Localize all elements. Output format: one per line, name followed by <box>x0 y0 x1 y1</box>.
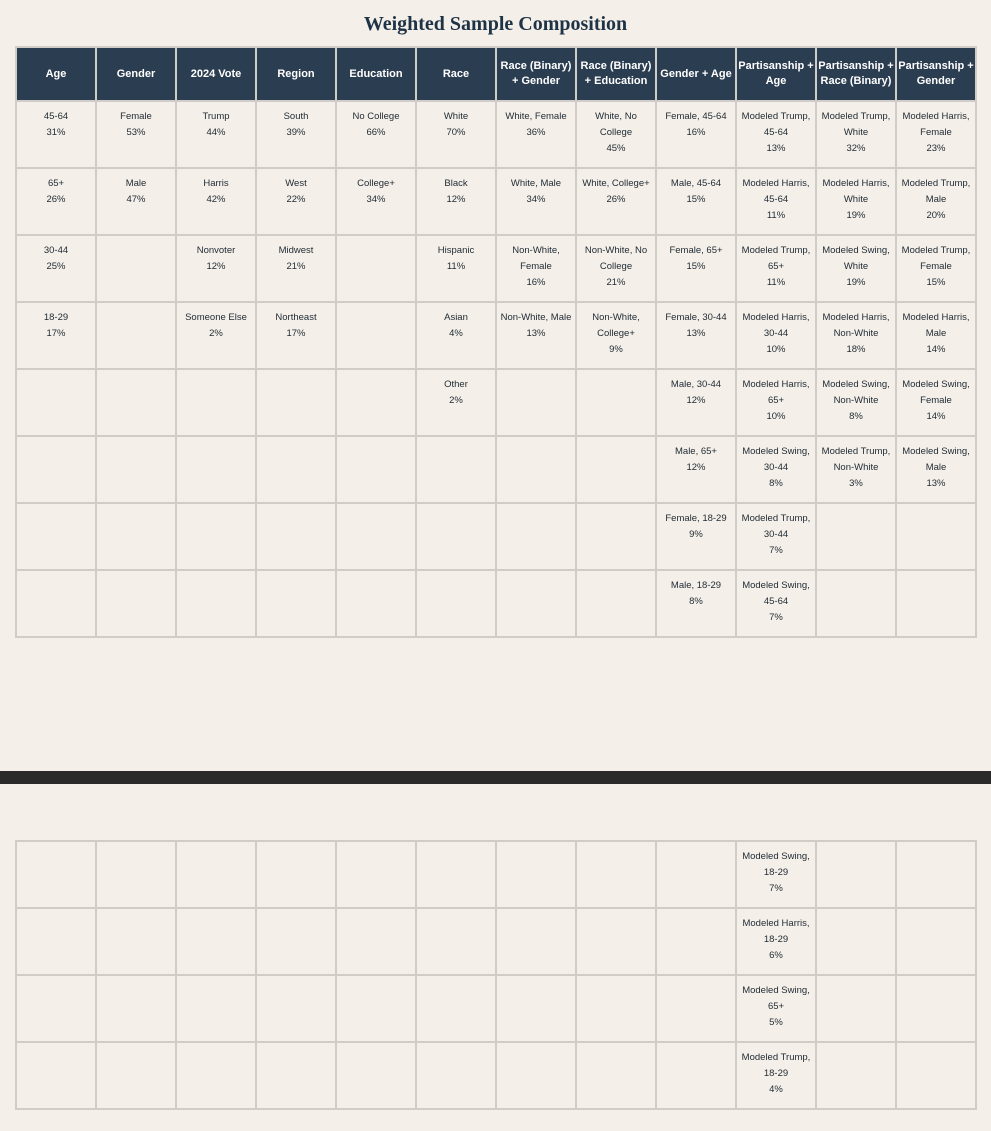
cell-label: Male, 18-29 <box>670 580 722 591</box>
cell-percent: 18% <box>846 344 866 355</box>
table-cell <box>16 570 96 637</box>
table-cell <box>96 908 176 975</box>
table-cell <box>816 235 896 302</box>
table-cell <box>336 503 416 570</box>
table-cell <box>896 1042 976 1109</box>
cell-label: Female <box>120 111 152 122</box>
column-header: Partisanship + Gender <box>896 47 976 101</box>
table-cell <box>576 302 656 369</box>
table-cell <box>16 975 96 1042</box>
cell-label: Other <box>444 379 468 390</box>
cell-label: Modeled Harris, 30-44 <box>742 312 810 339</box>
cell-label: Modeled Trump, 18-29 <box>741 1052 811 1079</box>
table-row <box>16 1042 976 1109</box>
cell-percent: 13% <box>526 328 546 339</box>
table-cell <box>816 570 896 637</box>
cell-percent: 13% <box>686 328 706 339</box>
table-cell <box>416 841 496 908</box>
table-cell <box>96 1042 176 1109</box>
table-cell <box>736 369 816 436</box>
column-header: Partisanship + Race (Binary) <box>816 47 896 101</box>
cell-percent: 11% <box>766 210 786 221</box>
table-row <box>16 168 976 235</box>
table-cell <box>816 908 896 975</box>
cell-label: Modeled Harris, Non-White <box>822 312 890 339</box>
cell-label: Male, 65+ <box>675 446 717 457</box>
table-cell <box>576 1042 656 1109</box>
table-cell <box>416 908 496 975</box>
table-cell <box>496 908 576 975</box>
cell-label: Modeled Harris, 18-29 <box>742 918 810 945</box>
page-title: Weighted Sample Composition <box>363 13 628 35</box>
table-cell <box>656 235 736 302</box>
table-cell <box>16 101 96 168</box>
table-cell <box>576 841 656 908</box>
table-cell <box>96 369 176 436</box>
cell-percent: 2% <box>449 395 463 406</box>
cell-label: Modeled Trump, Female <box>901 245 971 272</box>
cell-percent: 7% <box>769 612 783 623</box>
table-cell <box>896 975 976 1042</box>
table-cell <box>336 168 416 235</box>
table-cell <box>176 908 256 975</box>
table-cell <box>176 235 256 302</box>
table-cell <box>16 1042 96 1109</box>
table-cell <box>96 570 176 637</box>
table-cell <box>336 101 416 168</box>
table-cell <box>16 369 96 436</box>
table-row <box>16 908 976 975</box>
table-cell <box>656 101 736 168</box>
table-cell <box>896 908 976 975</box>
cell-percent: 9% <box>689 529 703 540</box>
cell-percent: 13% <box>926 478 946 489</box>
table-cell <box>656 503 736 570</box>
table-cell <box>176 975 256 1042</box>
column-header: Gender <box>96 47 176 101</box>
table-cell <box>816 369 896 436</box>
cell-percent: 4% <box>449 328 463 339</box>
table-cell <box>16 436 96 503</box>
column-header: 2024 Vote <box>176 47 256 101</box>
table-cell <box>576 908 656 975</box>
table-cell <box>896 101 976 168</box>
cell-label: 65+ <box>47 178 65 189</box>
cell-percent: 15% <box>686 194 706 205</box>
table-cell <box>256 503 336 570</box>
table-cell <box>416 436 496 503</box>
table-cell <box>816 1042 896 1109</box>
column-header: Gender + Age <box>656 47 736 101</box>
cell-label: Northeast <box>275 312 317 323</box>
cell-percent: 47% <box>126 194 146 205</box>
cell-label: Male <box>125 178 147 189</box>
cell-percent: 11% <box>766 277 786 288</box>
cell-percent: 25% <box>46 261 66 272</box>
table-row <box>16 841 976 908</box>
cell-label: Modeled Swing, 18-29 <box>742 851 810 878</box>
cell-label: Nonvoter <box>196 245 236 256</box>
cell-percent: 12% <box>686 395 706 406</box>
cell-label: Modeled Trump, Non-White <box>821 446 891 473</box>
table-cell <box>16 841 96 908</box>
table-cell <box>336 369 416 436</box>
cell-percent: 11% <box>446 261 466 272</box>
table-cell <box>256 168 336 235</box>
cell-percent: 19% <box>846 210 866 221</box>
cell-label: Non-White, Female <box>512 245 560 272</box>
cell-percent: 34% <box>526 194 546 205</box>
table-cell <box>496 101 576 168</box>
table-cell <box>496 302 576 369</box>
table-cell <box>576 235 656 302</box>
cell-label: Modeled Harris, Male <box>902 312 970 339</box>
table-cell <box>256 1042 336 1109</box>
cell-percent: 14% <box>926 344 946 355</box>
column-header: Age <box>16 47 96 101</box>
table-cell <box>816 503 896 570</box>
table-cell <box>176 570 256 637</box>
cell-percent: 6% <box>769 950 783 961</box>
table-cell <box>576 101 656 168</box>
table-cell <box>576 436 656 503</box>
table-cell <box>96 503 176 570</box>
table-cell <box>656 841 736 908</box>
table-cell <box>416 570 496 637</box>
table-cell <box>176 436 256 503</box>
table-cell <box>256 975 336 1042</box>
cell-label: Non-White, No College <box>584 245 648 272</box>
table-cell <box>816 101 896 168</box>
cell-percent: 16% <box>686 127 706 138</box>
table-row <box>16 302 976 369</box>
table-row <box>16 235 976 302</box>
table-cell <box>496 436 576 503</box>
cell-percent: 17% <box>46 328 66 339</box>
cell-label: Female, 18-29 <box>665 513 727 524</box>
cell-label: Asian <box>444 312 468 323</box>
cell-percent: 10% <box>766 411 786 422</box>
cell-label: Modeled Harris, Female <box>902 111 970 138</box>
cell-label: West <box>285 178 307 189</box>
table-cell <box>336 975 416 1042</box>
table-cell <box>736 302 816 369</box>
table-cell <box>736 1042 816 1109</box>
cell-percent: 36% <box>526 127 546 138</box>
cell-percent: 9% <box>609 344 623 355</box>
cell-percent: 21% <box>286 261 306 272</box>
cell-label: Non-White, Male <box>500 312 572 323</box>
table-cell <box>816 302 896 369</box>
table-cell <box>656 369 736 436</box>
cell-label: Modeled Trump, Male <box>901 178 971 205</box>
cell-percent: 32% <box>846 143 866 154</box>
cell-percent: 17% <box>286 328 306 339</box>
cell-percent: 8% <box>769 478 783 489</box>
table-cell <box>416 302 496 369</box>
cell-label: Modeled Harris, White <box>822 178 890 205</box>
table-cell <box>736 908 816 975</box>
table-cell <box>656 975 736 1042</box>
cell-label: College+ <box>357 178 395 189</box>
cell-label: Modeled Trump, 30-44 <box>741 513 811 540</box>
cell-percent: 20% <box>926 210 946 221</box>
cell-label: Modeled Swing, White <box>822 245 890 272</box>
table-cell <box>896 570 976 637</box>
table-cell <box>16 908 96 975</box>
table-cell <box>336 1042 416 1109</box>
table-cell <box>256 841 336 908</box>
table-cell <box>656 168 736 235</box>
cell-percent: 10% <box>766 344 786 355</box>
table-cell <box>496 975 576 1042</box>
cell-percent: 2% <box>209 328 223 339</box>
table-cell <box>576 168 656 235</box>
cell-label: Female, 65+ <box>669 245 723 256</box>
cell-label: Modeled Trump, 45-64 <box>741 111 811 138</box>
cell-percent: 14% <box>926 411 946 422</box>
table-cell <box>256 235 336 302</box>
table-cell <box>96 168 176 235</box>
table-cell <box>736 503 816 570</box>
cell-percent: 12% <box>446 194 466 205</box>
page-break-divider <box>0 771 991 784</box>
cell-label: White, Female <box>505 111 567 122</box>
table-cell <box>896 235 976 302</box>
cell-label: Non-White, College+ <box>592 312 640 339</box>
table-cell <box>736 841 816 908</box>
cell-percent: 4% <box>769 1084 783 1095</box>
cell-label: Modeled Swing, 45-64 <box>742 580 810 607</box>
table-cell <box>496 503 576 570</box>
table-cell <box>336 436 416 503</box>
composition-table <box>15 46 977 638</box>
table-cell <box>96 302 176 369</box>
cell-percent: 22% <box>286 194 306 205</box>
table-cell <box>496 369 576 436</box>
table-cell <box>656 908 736 975</box>
cell-label: Female, 30-44 <box>665 312 727 323</box>
table-cell <box>736 436 816 503</box>
cell-label: Modeled Swing, 65+ <box>742 985 810 1012</box>
cell-label: Female, 45-64 <box>665 111 727 122</box>
cell-label: Black <box>444 178 468 189</box>
table-cell <box>416 235 496 302</box>
table-cell <box>256 908 336 975</box>
column-header: Race (Binary) + Gender <box>496 47 576 101</box>
cell-percent: 12% <box>206 261 226 272</box>
cell-percent: 45% <box>606 143 626 154</box>
table-cell <box>336 235 416 302</box>
table-cell <box>896 302 976 369</box>
table-cell <box>256 570 336 637</box>
table-cell <box>16 168 96 235</box>
table-cell <box>256 101 336 168</box>
cell-label: Hispanic <box>437 245 475 256</box>
table-cell <box>736 168 816 235</box>
column-header: Race <box>416 47 496 101</box>
cell-percent: 66% <box>366 127 386 138</box>
table-cell <box>576 369 656 436</box>
table-cell <box>496 570 576 637</box>
table-cell <box>96 975 176 1042</box>
table-cell <box>96 101 176 168</box>
table-cell <box>656 436 736 503</box>
cell-label: White, Male <box>510 178 562 189</box>
cell-percent: 7% <box>769 883 783 894</box>
cell-percent: 15% <box>926 277 946 288</box>
cell-label: 30-44 <box>43 245 69 256</box>
table-cell <box>416 369 496 436</box>
table-row <box>16 503 976 570</box>
table-cell <box>576 570 656 637</box>
table-cell <box>416 503 496 570</box>
cell-percent: 31% <box>46 127 66 138</box>
cell-percent: 15% <box>686 261 706 272</box>
column-header: Partisanship + Age <box>736 47 816 101</box>
cell-label: Someone Else <box>185 312 247 323</box>
cell-percent: 42% <box>206 194 226 205</box>
cell-label: White <box>443 111 469 122</box>
table-cell <box>736 101 816 168</box>
cell-percent: 12% <box>686 462 706 473</box>
table-cell <box>496 168 576 235</box>
cell-percent: 7% <box>769 545 783 556</box>
cell-label: Modeled Trump, White <box>821 111 891 138</box>
cell-label: Midwest <box>278 245 314 256</box>
table-cell <box>496 1042 576 1109</box>
cell-percent: 23% <box>926 143 946 154</box>
table-cell <box>896 503 976 570</box>
cell-label: Male, 45-64 <box>670 178 722 189</box>
table-header-row <box>16 47 976 101</box>
table-cell <box>496 841 576 908</box>
table-cell <box>416 975 496 1042</box>
column-header: Race (Binary) + Education <box>576 47 656 101</box>
cell-label: White, No College <box>595 111 637 138</box>
table-cell <box>736 975 816 1042</box>
table-cell <box>176 503 256 570</box>
cell-label: Modeled Harris, 65+ <box>742 379 810 406</box>
table-cell <box>816 975 896 1042</box>
table-cell <box>576 503 656 570</box>
table-cell <box>736 235 816 302</box>
cell-label: White, College+ <box>582 178 650 189</box>
cell-percent: 16% <box>526 277 546 288</box>
table-cell <box>416 168 496 235</box>
cell-label: Modeled Harris, 45-64 <box>742 178 810 205</box>
cell-percent: 39% <box>286 127 306 138</box>
cell-percent: 5% <box>769 1017 783 1028</box>
table-row <box>16 101 976 168</box>
table-cell <box>16 235 96 302</box>
cell-label: No College <box>352 111 400 122</box>
cell-percent: 53% <box>126 127 146 138</box>
table-row <box>16 975 976 1042</box>
cell-label: Trump <box>202 111 230 122</box>
table-cell <box>96 235 176 302</box>
table-cell <box>736 570 816 637</box>
cell-percent: 8% <box>849 411 863 422</box>
cell-percent: 13% <box>766 143 786 154</box>
table-cell <box>256 369 336 436</box>
table-cell <box>336 841 416 908</box>
table-cell <box>896 168 976 235</box>
table-cell <box>96 436 176 503</box>
cell-percent: 44% <box>206 127 226 138</box>
table-cell <box>336 570 416 637</box>
cell-label: South <box>283 111 309 122</box>
table-cell <box>336 302 416 369</box>
table-cell <box>176 101 256 168</box>
table-cell <box>656 302 736 369</box>
table-cell <box>816 841 896 908</box>
table-cell <box>816 436 896 503</box>
table-cell <box>256 302 336 369</box>
table-cell <box>416 1042 496 1109</box>
table-cell <box>336 908 416 975</box>
table-row <box>16 570 976 637</box>
table-cell <box>16 503 96 570</box>
table-cell <box>896 369 976 436</box>
cell-percent: 3% <box>849 478 863 489</box>
table-cell <box>96 841 176 908</box>
cell-label: Modeled Swing, Female <box>902 379 970 406</box>
cell-label: Modeled Swing, Male <box>902 446 970 473</box>
composition-table-continued <box>15 840 977 1110</box>
cell-percent: 26% <box>46 194 66 205</box>
cell-percent: 21% <box>606 277 626 288</box>
table-cell <box>896 436 976 503</box>
table-cell <box>256 436 336 503</box>
table-cell <box>176 302 256 369</box>
table-cell <box>576 975 656 1042</box>
table-cell <box>176 1042 256 1109</box>
table-row <box>16 369 976 436</box>
table-cell <box>176 168 256 235</box>
table-cell <box>176 369 256 436</box>
table-cell <box>896 841 976 908</box>
cell-percent: 34% <box>366 194 386 205</box>
cell-label: 18-29 <box>43 312 69 323</box>
table-row <box>16 436 976 503</box>
table-cell <box>816 168 896 235</box>
table-cell <box>656 1042 736 1109</box>
table-cell <box>416 101 496 168</box>
column-header: Education <box>336 47 416 101</box>
cell-label: Modeled Swing, 30-44 <box>742 446 810 473</box>
cell-percent: 70% <box>446 127 466 138</box>
cell-percent: 8% <box>689 596 703 607</box>
cell-label: Harris <box>203 178 229 189</box>
cell-label: Modeled Swing, Non-White <box>822 379 890 406</box>
cell-percent: 26% <box>606 194 626 205</box>
table-cell <box>176 841 256 908</box>
cell-label: Male, 30-44 <box>670 379 722 390</box>
cell-percent: 19% <box>846 277 866 288</box>
table-cell <box>496 235 576 302</box>
cell-label: Modeled Trump, 65+ <box>741 245 811 272</box>
table-cell <box>656 570 736 637</box>
table-cell <box>16 302 96 369</box>
column-header: Region <box>256 47 336 101</box>
cell-label: 45-64 <box>43 111 69 122</box>
